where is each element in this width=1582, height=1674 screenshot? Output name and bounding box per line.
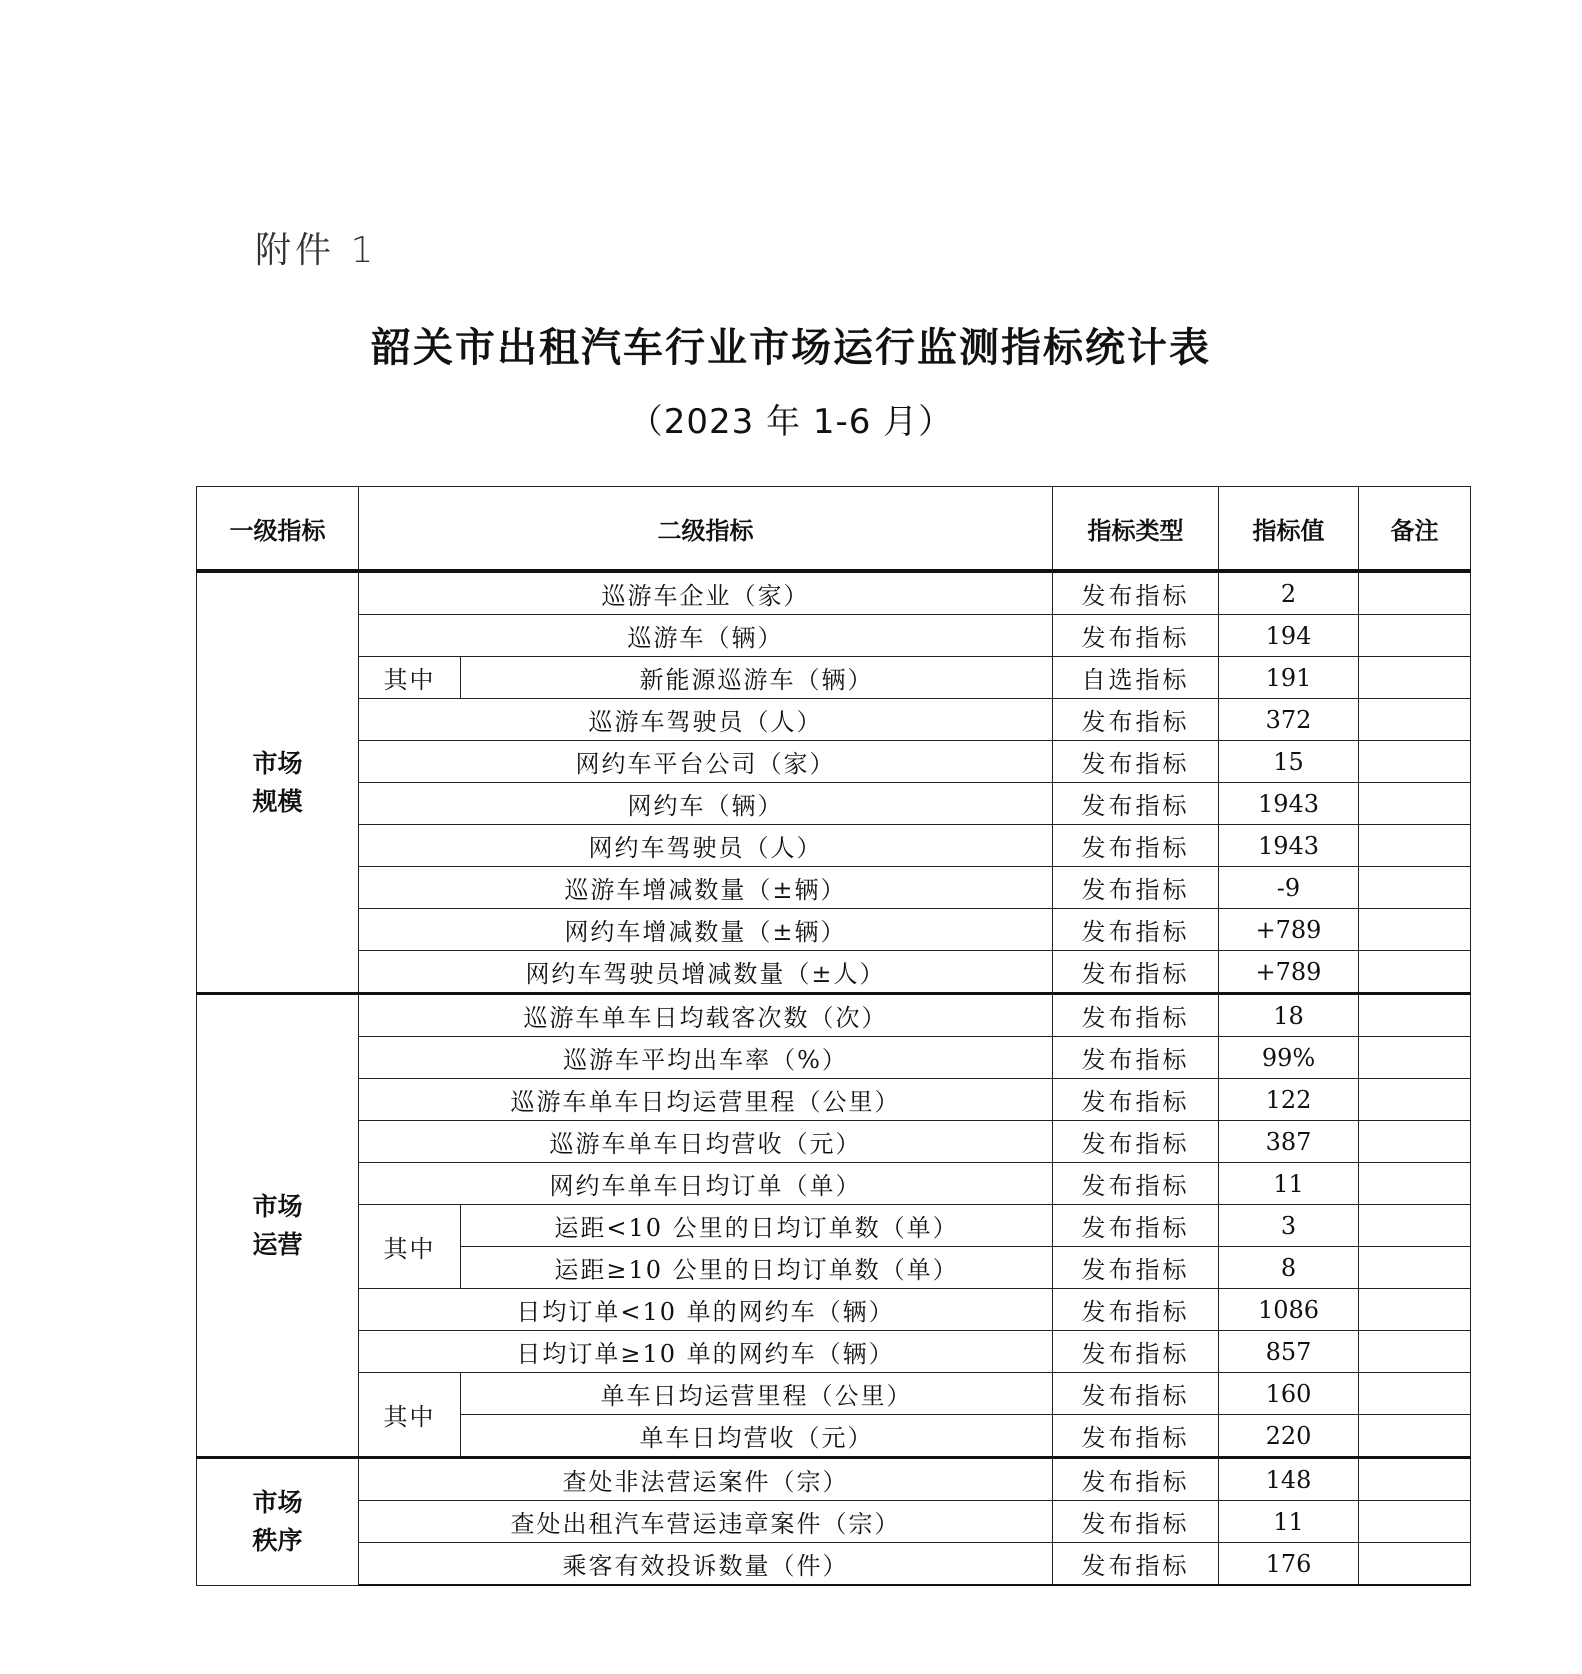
remark-cell — [1359, 1543, 1471, 1586]
remark-cell — [1359, 1037, 1471, 1079]
attachment-label: 附件 1 — [255, 230, 378, 271]
remark-cell — [1359, 1247, 1471, 1289]
indicator-type: 发布指标 — [1053, 1331, 1219, 1373]
level2-label: 网约车驾驶员增减数量（±人） — [359, 951, 1053, 994]
table-row — [197, 1458, 1471, 1501]
indicator-value: 122 — [1219, 1079, 1359, 1121]
level2-label: 新能源巡游车（辆） — [461, 657, 1053, 699]
remark-cell — [1359, 1501, 1471, 1543]
indicator-type: 发布指标 — [1053, 1289, 1219, 1331]
indicator-value: 11 — [1219, 1163, 1359, 1205]
indicator-type: 发布指标 — [1053, 615, 1219, 657]
table-row — [197, 867, 1471, 909]
level2-label: 单车日均营收（元） — [461, 1415, 1053, 1458]
level2-label: 网约车（辆） — [359, 783, 1053, 825]
remark-cell — [1359, 1121, 1471, 1163]
table-row — [197, 951, 1471, 994]
indicator-type: 发布指标 — [1053, 1415, 1219, 1458]
indicator-value: 8 — [1219, 1247, 1359, 1289]
level1-market-order: 市场 秩序 — [197, 1458, 359, 1586]
remark-cell — [1359, 741, 1471, 783]
level2-label: 运距≥10 公里的日均订单数（单） — [461, 1247, 1053, 1289]
table-row — [197, 1543, 1471, 1586]
table-row — [197, 699, 1471, 741]
table-row — [197, 1163, 1471, 1205]
indicator-type: 发布指标 — [1053, 825, 1219, 867]
indicator-type: 发布指标 — [1053, 1037, 1219, 1079]
remark-cell — [1359, 1163, 1471, 1205]
level2-label: 查处出租汽车营运违章案件（宗） — [359, 1501, 1053, 1543]
indicator-type: 发布指标 — [1053, 1079, 1219, 1121]
indicator-value: +789 — [1219, 951, 1359, 994]
indicator-type: 发布指标 — [1053, 741, 1219, 783]
table-row — [197, 615, 1471, 657]
indicator-type: 发布指标 — [1053, 1121, 1219, 1163]
indicator-value: 15 — [1219, 741, 1359, 783]
table-row — [197, 1079, 1471, 1121]
indicator-type: 发布指标 — [1053, 571, 1219, 615]
table-row — [197, 741, 1471, 783]
table-row — [197, 571, 1471, 615]
level1-market-scale: 市场 规模 — [197, 571, 359, 994]
level2-label: 巡游车单车日均运营里程（公里） — [359, 1079, 1053, 1121]
indicator-table — [196, 486, 1471, 1586]
indicator-value: 372 — [1219, 699, 1359, 741]
table-header-row — [197, 487, 1471, 572]
indicator-value: 99% — [1219, 1037, 1359, 1079]
indicator-value: 176 — [1219, 1543, 1359, 1586]
level2-label: 运距<10 公里的日均订单数（单） — [461, 1205, 1053, 1247]
remark-cell — [1359, 867, 1471, 909]
remark-cell — [1359, 699, 1471, 741]
table-row — [197, 1501, 1471, 1543]
indicator-value: 148 — [1219, 1458, 1359, 1501]
remark-cell — [1359, 994, 1471, 1037]
indicator-type: 自选指标 — [1053, 657, 1219, 699]
indicator-value: 1943 — [1219, 783, 1359, 825]
indicator-value: 2 — [1219, 571, 1359, 615]
header-remark: 备注 — [1359, 487, 1471, 572]
level2-label: 查处非法营运案件（宗） — [359, 1458, 1053, 1501]
level2-label: 巡游车企业（家） — [359, 571, 1053, 615]
header-level1: 一级指标 — [197, 487, 359, 572]
level1-market-operation: 市场 运营 — [197, 994, 359, 1458]
remark-cell — [1359, 615, 1471, 657]
remark-cell — [1359, 783, 1471, 825]
level2-label: 巡游车增减数量（±辆） — [359, 867, 1053, 909]
indicator-type: 发布指标 — [1053, 867, 1219, 909]
indicator-type: 发布指标 — [1053, 1458, 1219, 1501]
page-title: 韶关市出租汽车行业市场运行监测指标统计表 — [371, 325, 1211, 371]
remark-cell — [1359, 1331, 1471, 1373]
indicator-type: 发布指标 — [1053, 994, 1219, 1037]
page-subtitle: （2023 年 1-6 月） — [628, 402, 954, 442]
indicator-type: 发布指标 — [1053, 1501, 1219, 1543]
table-row — [197, 1037, 1471, 1079]
table-row — [197, 1331, 1471, 1373]
table-row — [197, 1121, 1471, 1163]
indicator-value: 387 — [1219, 1121, 1359, 1163]
indicator-type: 发布指标 — [1053, 1247, 1219, 1289]
level2-label: 网约车驾驶员（人） — [359, 825, 1053, 867]
level2-label: 日均订单<10 单的网约车（辆） — [359, 1289, 1053, 1331]
indicator-value: 18 — [1219, 994, 1359, 1037]
indicator-value: 1943 — [1219, 825, 1359, 867]
table-row — [197, 1205, 1471, 1247]
remark-cell — [1359, 951, 1471, 994]
sub-label: 其中 — [359, 1373, 461, 1458]
level2-label: 单车日均运营里程（公里） — [461, 1373, 1053, 1415]
remark-cell — [1359, 1079, 1471, 1121]
remark-cell — [1359, 657, 1471, 699]
remark-cell — [1359, 571, 1471, 615]
table-row — [197, 825, 1471, 867]
remark-cell — [1359, 1373, 1471, 1415]
remark-cell — [1359, 909, 1471, 951]
indicator-value: 194 — [1219, 615, 1359, 657]
indicator-value: -9 — [1219, 867, 1359, 909]
indicator-type: 发布指标 — [1053, 1205, 1219, 1247]
level2-label: 乘客有效投诉数量（件） — [359, 1543, 1053, 1586]
indicator-type: 发布指标 — [1053, 951, 1219, 994]
indicator-value: 3 — [1219, 1205, 1359, 1247]
sub-label: 其中 — [359, 657, 461, 699]
level2-label: 巡游车（辆） — [359, 615, 1053, 657]
indicator-value: 11 — [1219, 1501, 1359, 1543]
header-level2: 二级指标 — [359, 487, 1053, 572]
indicator-value: 1086 — [1219, 1289, 1359, 1331]
level2-label: 巡游车平均出车率（%） — [359, 1037, 1053, 1079]
table-row — [197, 1373, 1471, 1415]
level2-label: 巡游车单车日均载客次数（次） — [359, 994, 1053, 1037]
indicator-type: 发布指标 — [1053, 699, 1219, 741]
level2-label: 网约车增减数量（±辆） — [359, 909, 1053, 951]
level2-label: 巡游车驾驶员（人） — [359, 699, 1053, 741]
level2-label: 日均订单≥10 单的网约车（辆） — [359, 1331, 1053, 1373]
table-row — [197, 1289, 1471, 1331]
indicator-type: 发布指标 — [1053, 909, 1219, 951]
indicator-type: 发布指标 — [1053, 1373, 1219, 1415]
indicator-value: 160 — [1219, 1373, 1359, 1415]
remark-cell — [1359, 1289, 1471, 1331]
remark-cell — [1359, 1458, 1471, 1501]
indicator-value: 191 — [1219, 657, 1359, 699]
indicator-type: 发布指标 — [1053, 1163, 1219, 1205]
indicator-value: 857 — [1219, 1331, 1359, 1373]
table-row — [197, 994, 1471, 1037]
table-row — [197, 783, 1471, 825]
remark-cell — [1359, 1415, 1471, 1458]
header-type: 指标类型 — [1053, 487, 1219, 572]
level2-label: 巡游车单车日均营收（元） — [359, 1121, 1053, 1163]
level2-label: 网约车平台公司（家） — [359, 741, 1053, 783]
remark-cell — [1359, 825, 1471, 867]
indicator-value: 220 — [1219, 1415, 1359, 1458]
sub-label: 其中 — [359, 1205, 461, 1289]
table-row — [197, 657, 1471, 699]
indicator-type: 发布指标 — [1053, 1543, 1219, 1586]
header-value: 指标值 — [1219, 487, 1359, 572]
table-row — [197, 909, 1471, 951]
remark-cell — [1359, 1205, 1471, 1247]
indicator-value: +789 — [1219, 909, 1359, 951]
level2-label: 网约车单车日均订单（单） — [359, 1163, 1053, 1205]
indicator-type: 发布指标 — [1053, 783, 1219, 825]
